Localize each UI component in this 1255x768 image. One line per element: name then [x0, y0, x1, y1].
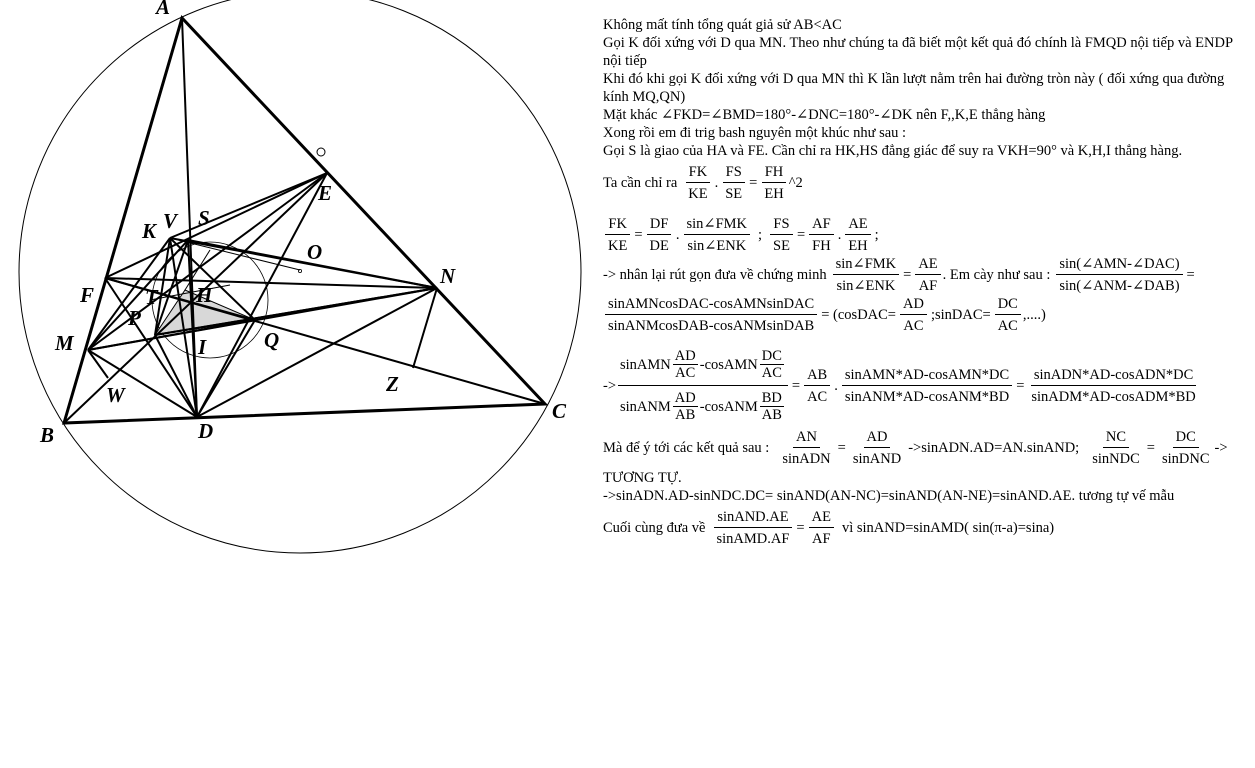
fraction	[809, 216, 834, 254]
label-t: T	[145, 285, 158, 309]
numerator: AN	[793, 429, 820, 448]
equation-sine-law-prefix: Mà để ý tới các kết quả sau :	[603, 440, 770, 456]
operator: .	[675, 227, 680, 243]
fraction	[618, 348, 788, 423]
numerator: FK	[686, 164, 711, 183]
numerator: DC	[995, 296, 1021, 315]
operator: = (cosDAC=	[821, 307, 896, 323]
numerator: DF	[647, 216, 672, 235]
label-c: C	[552, 399, 567, 423]
numerator: sin∠FMK	[833, 256, 900, 275]
line-circles: Khi đó khi gọi K đối xứng với D qua MN thì K lần lượt nằm trên hai đường tròn này ( đối xứng qua đường kính MQ,QN)	[603, 71, 1225, 105]
numerator: AD	[674, 348, 696, 364]
operator: =	[796, 227, 806, 243]
numerator: sinAMN*AD-cosAMN*DC	[842, 367, 1012, 386]
label-i: I	[198, 335, 207, 359]
fraction	[995, 296, 1021, 334]
label-v: V	[163, 209, 178, 233]
term: sinAMN	[620, 356, 671, 373]
line-numerator-result: ->sinADN.AD-sinNDC.DC= sinAND(AN-NC)=sinAND(AN-NE)=sinAND.AE. tương tự vế mẫu	[603, 488, 1175, 504]
fraction	[770, 216, 793, 254]
fraction	[685, 164, 710, 202]
numerator: AD	[900, 296, 927, 315]
equation-reduce-mid: . Em cày như sau :	[942, 267, 1051, 283]
numerator: DC	[761, 348, 782, 364]
numerator: AF	[809, 216, 834, 235]
fraction	[673, 348, 698, 381]
fraction	[684, 216, 751, 254]
operator: ^2	[788, 175, 803, 191]
label-q: Q	[264, 328, 280, 352]
numerator: FK	[605, 216, 630, 235]
operator: =	[903, 267, 912, 283]
numerator: sin∠FMK	[684, 216, 751, 235]
label-z: Z	[386, 372, 399, 396]
denominator: sinANMcosDAB-cosANMsinDAB	[608, 318, 815, 334]
denominator: AC	[807, 388, 828, 405]
numerator: DC	[1173, 429, 1199, 448]
operator: =	[1186, 267, 1195, 283]
fraction	[714, 509, 793, 547]
denominator: AF	[918, 278, 938, 294]
numerator: sinADN*AD-cosADN*DC	[1031, 367, 1197, 386]
label-e: E	[318, 181, 333, 205]
numerator: AD	[864, 429, 891, 448]
fraction	[779, 429, 833, 467]
fraction	[761, 164, 786, 202]
denominator: sinANM*AD-cosANM*BD	[844, 388, 1010, 405]
line-assumption: Không mất tính tổng quát giả sử AB<AC	[603, 17, 842, 33]
construction-lines	[64, 18, 545, 423]
operator: =	[837, 440, 846, 456]
denominator: sin(∠ANM-∠DAB)	[1059, 278, 1180, 294]
term: -cosAMN	[699, 356, 758, 373]
equation-final-prefix: Cuối cùng đưa về	[603, 520, 706, 536]
denominator: sinAND	[852, 451, 902, 467]
label-s: S	[198, 206, 210, 230]
denominator: AC	[675, 365, 696, 381]
denominator: AB	[761, 407, 782, 423]
denominator: AF	[812, 531, 831, 547]
fraction	[760, 390, 784, 423]
label-m: M	[55, 331, 74, 355]
label-n: N	[440, 264, 456, 288]
fraction	[673, 390, 698, 423]
line-reflection: Gọi K đối xứng với D qua MN. Theo như chúng ta đã biết một kết quả đó chính là FMQD nội tiếp và ENDP nội tiếp	[603, 35, 1233, 69]
operator: =	[1146, 440, 1155, 456]
label-d: D	[198, 419, 214, 443]
geometry-figure	[0, 0, 600, 560]
denominator: sinADN	[782, 451, 831, 467]
operator: =	[1016, 377, 1025, 394]
denominator: DE	[649, 238, 669, 254]
numerator: NC	[1103, 429, 1129, 448]
equation-goal	[603, 164, 1243, 202]
equation-expand	[603, 296, 1243, 334]
denominator: sin∠ENK	[687, 238, 747, 254]
denominator: KE	[688, 186, 708, 202]
numerator: sin(∠AMN-∠DAC)	[1056, 256, 1182, 275]
denominator: AB	[675, 407, 696, 423]
equation-final	[603, 509, 1243, 547]
fraction	[1089, 429, 1143, 467]
denominator: AC	[761, 365, 782, 381]
line-define-s: Gọi S là giao của HA và FE. Cần chỉ ra HK,HS đẳng giác để suy ra VKH=90° và K,H,I thẳng hàng.	[603, 143, 1183, 159]
denominator: FH	[812, 238, 831, 254]
fraction	[647, 216, 672, 254]
circumcircle	[19, 0, 581, 553]
fraction	[1159, 429, 1213, 467]
equation-goal-prefix: Ta cần chỉ ra	[603, 175, 678, 191]
label-k: K	[142, 219, 157, 243]
fraction	[842, 367, 1012, 405]
label-o: O	[307, 240, 323, 264]
numerator: FS	[723, 164, 745, 183]
numerator: sinAND.AE	[714, 509, 791, 528]
line-similarly: TƯƠNG TỰ.	[603, 470, 682, 486]
fraction	[833, 256, 900, 294]
label-b: B	[40, 423, 55, 447]
denominator	[618, 386, 788, 423]
label-p: P	[128, 306, 141, 330]
fraction	[605, 216, 630, 254]
term: -cosANM	[699, 398, 758, 415]
fraction	[1056, 256, 1182, 294]
numerator: AD	[674, 390, 696, 406]
fraction	[1028, 367, 1198, 405]
operator: .	[834, 377, 838, 394]
denominator: sinADM*AD-cosADM*BD	[1031, 388, 1196, 405]
denominator: sinAMD.AF	[716, 531, 790, 547]
equation-sine-law-mid: ->sinADN.AD=AN.sinAND;	[908, 440, 1080, 456]
label-a: A	[156, 0, 171, 19]
operator: =	[749, 175, 758, 191]
numerator	[618, 348, 788, 386]
operator: ->	[603, 377, 617, 394]
fraction	[605, 296, 817, 334]
fraction	[850, 429, 904, 467]
equation-sine-law	[603, 429, 1243, 467]
numerator: AE	[845, 216, 870, 235]
denominator: sinDNC	[1161, 451, 1210, 467]
equation-reduce	[603, 256, 1243, 294]
numerator: sinAMNcosDAC-cosAMNsinDAC	[605, 296, 817, 315]
denominator: EH	[764, 186, 784, 202]
fraction	[809, 509, 834, 547]
equation-reduce-prefix: -> nhân lại rút gọn đưa về chứng minh	[603, 267, 827, 283]
equation-ratios	[603, 216, 1243, 254]
operator: =	[796, 520, 805, 536]
denominator: SE	[725, 186, 743, 202]
operator: .	[714, 175, 719, 191]
fraction	[722, 164, 745, 202]
fraction	[760, 348, 784, 381]
denominator: AC	[997, 318, 1018, 334]
operator: ;	[874, 227, 879, 243]
operator: .	[837, 227, 842, 243]
operator: =	[634, 227, 643, 243]
numerator: AE	[915, 256, 940, 275]
operator: ,....)	[1022, 307, 1046, 323]
numerator: FH	[762, 164, 787, 183]
denominator: EH	[848, 238, 868, 254]
label-w: W	[106, 383, 125, 407]
equation-substitute	[603, 348, 1243, 423]
denominator: AC	[903, 318, 924, 334]
label-h: H	[196, 283, 213, 307]
equation-final-end: vì sinAND=sinAMD( sin(π-a)=sina)	[841, 520, 1055, 536]
denominator: sin∠ENK	[836, 278, 896, 294]
fraction	[900, 296, 927, 334]
line-angles: Mặt khác ∠FKD=∠BMD=180°-∠DNC=180°-∠DK nên F,,K,E thẳng hàng	[603, 107, 1046, 123]
solution-text	[603, 16, 1243, 549]
fraction	[845, 216, 870, 254]
operator: ;sinDAC=	[930, 307, 991, 323]
numerator: FS	[770, 216, 792, 235]
denominator: sinNDC	[1092, 451, 1140, 467]
numerator: AE	[809, 509, 834, 528]
operator: ->	[1214, 440, 1228, 456]
fraction	[804, 367, 830, 405]
numerator: AB	[804, 367, 830, 386]
operator: =	[791, 377, 801, 394]
denominator: KE	[608, 238, 628, 254]
denominator: SE	[773, 238, 790, 254]
term: sinANM	[620, 398, 671, 415]
triangle-abc	[64, 18, 545, 423]
numerator: BD	[761, 390, 782, 406]
fraction	[915, 256, 940, 294]
line-trig-bash: Xong rồi em đi trig bash nguyên một khúc như sau :	[603, 125, 907, 141]
operator: ;	[758, 227, 763, 243]
label-f: F	[80, 283, 95, 307]
